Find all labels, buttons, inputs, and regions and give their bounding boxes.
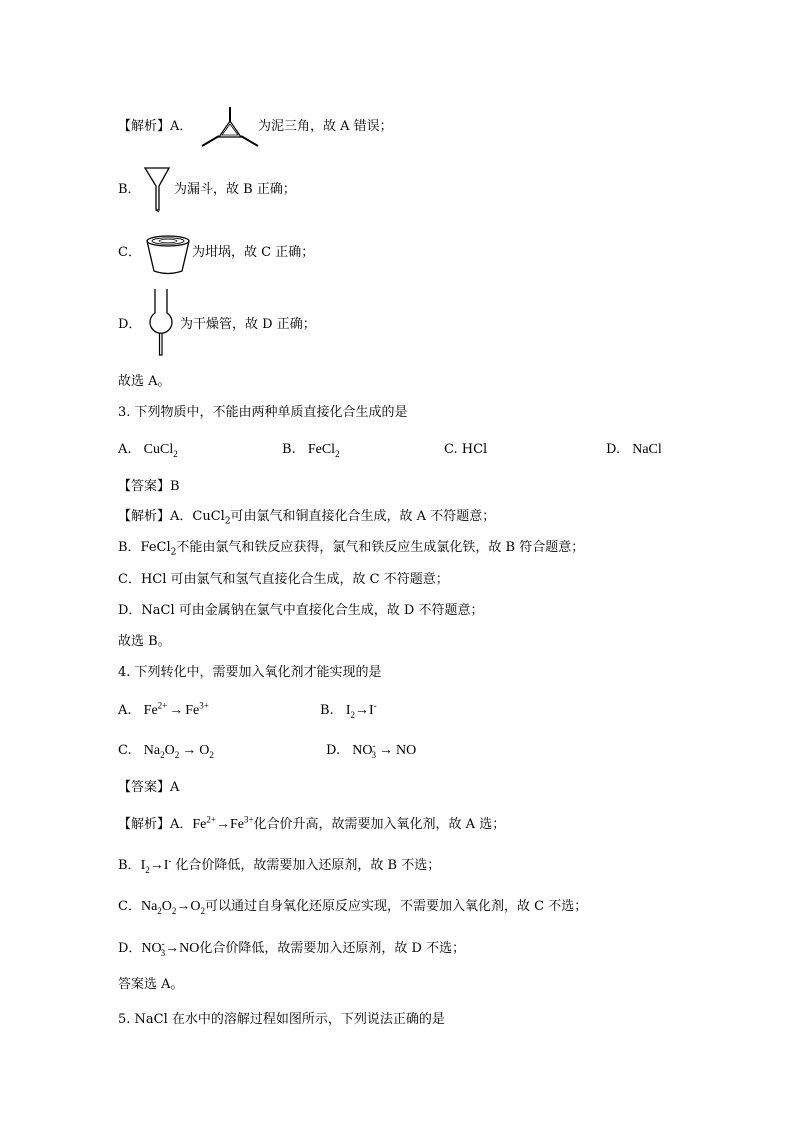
q3-analysis-a: 【解析】A．CuCl$_2$可由氯气和铜直接化合生成，故 A 不符题意； (118, 509, 496, 527)
q3-option-c-label: C. HCl (444, 442, 488, 457)
prev-analysis-b-suffix: 为漏斗，故 B 正确； (174, 182, 296, 197)
q4-analysis-c: C．$Na_2O_2\to O_2$可以通过自身氧化还原反应实现，不需要加入氧化剂，故 C 不选； (118, 899, 588, 916)
drying-tube-icon (143, 287, 179, 359)
prev-analysis-b-tail (174, 181, 296, 199)
prev-analysis-a-suffix: 为泥三角，故 A 错误； (258, 119, 393, 134)
prev-analysis-b (118, 181, 141, 199)
prev-analysis-d (118, 316, 141, 334)
q3-option-b: B. FeCl$_2$ (282, 442, 340, 459)
prev-analysis-c (118, 244, 141, 262)
q4-answer: 【答案】A (118, 780, 180, 795)
prev-analysis-d-suffix: 为干燥管，故 D 正确； (180, 317, 316, 332)
prev-analysis-c-tail (192, 244, 314, 262)
q3-option-d: D. NaCl (606, 442, 662, 457)
prev-analysis-a-tail (258, 118, 393, 136)
prev-conclusion: 故选 A。 (118, 374, 171, 389)
prev-analysis-c-prefix: C． (118, 245, 141, 260)
clay-triangle-icon (198, 104, 262, 152)
q4-analysis-a: 【解析】A．$Fe^{2+}\to Fe^{3+}$化合价升高，故需要加入氧化剂，故 A 选； (118, 814, 506, 832)
q4-option-a: A. $Fe^{2+} \to Fe^{3+}$ (118, 700, 209, 718)
q3-conclusion: 故选 B。 (118, 634, 171, 649)
prev-analysis-a-prefix: 【解析】A． (118, 119, 193, 134)
q3-option-a: A. CuCl$_2$ (118, 442, 178, 459)
q4-conclusion: 答案选 A。 (118, 977, 184, 992)
q3-analysis-b: B．FeCl$_2$不能由氯气和铁反应获得，氯气和铁反应生成氯化铁，故 B 符合题意； (118, 540, 585, 558)
crucible-icon (143, 233, 193, 277)
q3-option-d-label: D. (606, 442, 621, 457)
q3-option-c (444, 441, 487, 459)
q4-option-b: B. $I_2\to I^-$ (320, 700, 377, 720)
q4-analysis-b: B．$I_2\to I^-$ 化合价降低，故需要加入还原剂，故 B 不选； (118, 855, 441, 875)
q4-analysis-d: D．$NO^-_3\to NO$化合价降低，故需要加入还原剂，故 D 不选； (118, 938, 466, 958)
q4-option-c: C. $Na_2O_2 \to O_2$ (118, 743, 214, 760)
prev-analysis-d-prefix: D． (118, 317, 142, 332)
prev-analysis-d-tail (180, 316, 316, 334)
q3-stem: 3. 下列物质中，不能由两种单质直接化合生成的是 (118, 405, 408, 420)
q4-option-d: D. $NO^-_3$ → NO (326, 740, 417, 760)
q3-analysis-d: D．NaCl 可由金属钠在氯气中直接化合生成，故 D 不符题意； (118, 603, 484, 618)
q3-analysis-c: C．HCl 可由氯气和氢气直接化合生成，故 C 不符题意； (118, 572, 449, 587)
prev-analysis-c-suffix: 为坩埚，故 C 正确； (192, 245, 315, 260)
q4-stem: 4. 下列转化中，需要加入氧化剂才能实现的是 (118, 665, 382, 680)
q3-option-b-label: B. (282, 442, 296, 457)
q3-option-a-label: A. (118, 442, 132, 457)
prev-analysis-b-prefix: B． (118, 182, 141, 197)
q5-stem: 5. NaCl 在水中的溶解过程如图所示，下列说法正确的是 (118, 1012, 445, 1027)
q3-answer: 【答案】B (118, 479, 180, 494)
funnel-icon (143, 166, 171, 214)
prev-analysis-a (118, 118, 192, 136)
